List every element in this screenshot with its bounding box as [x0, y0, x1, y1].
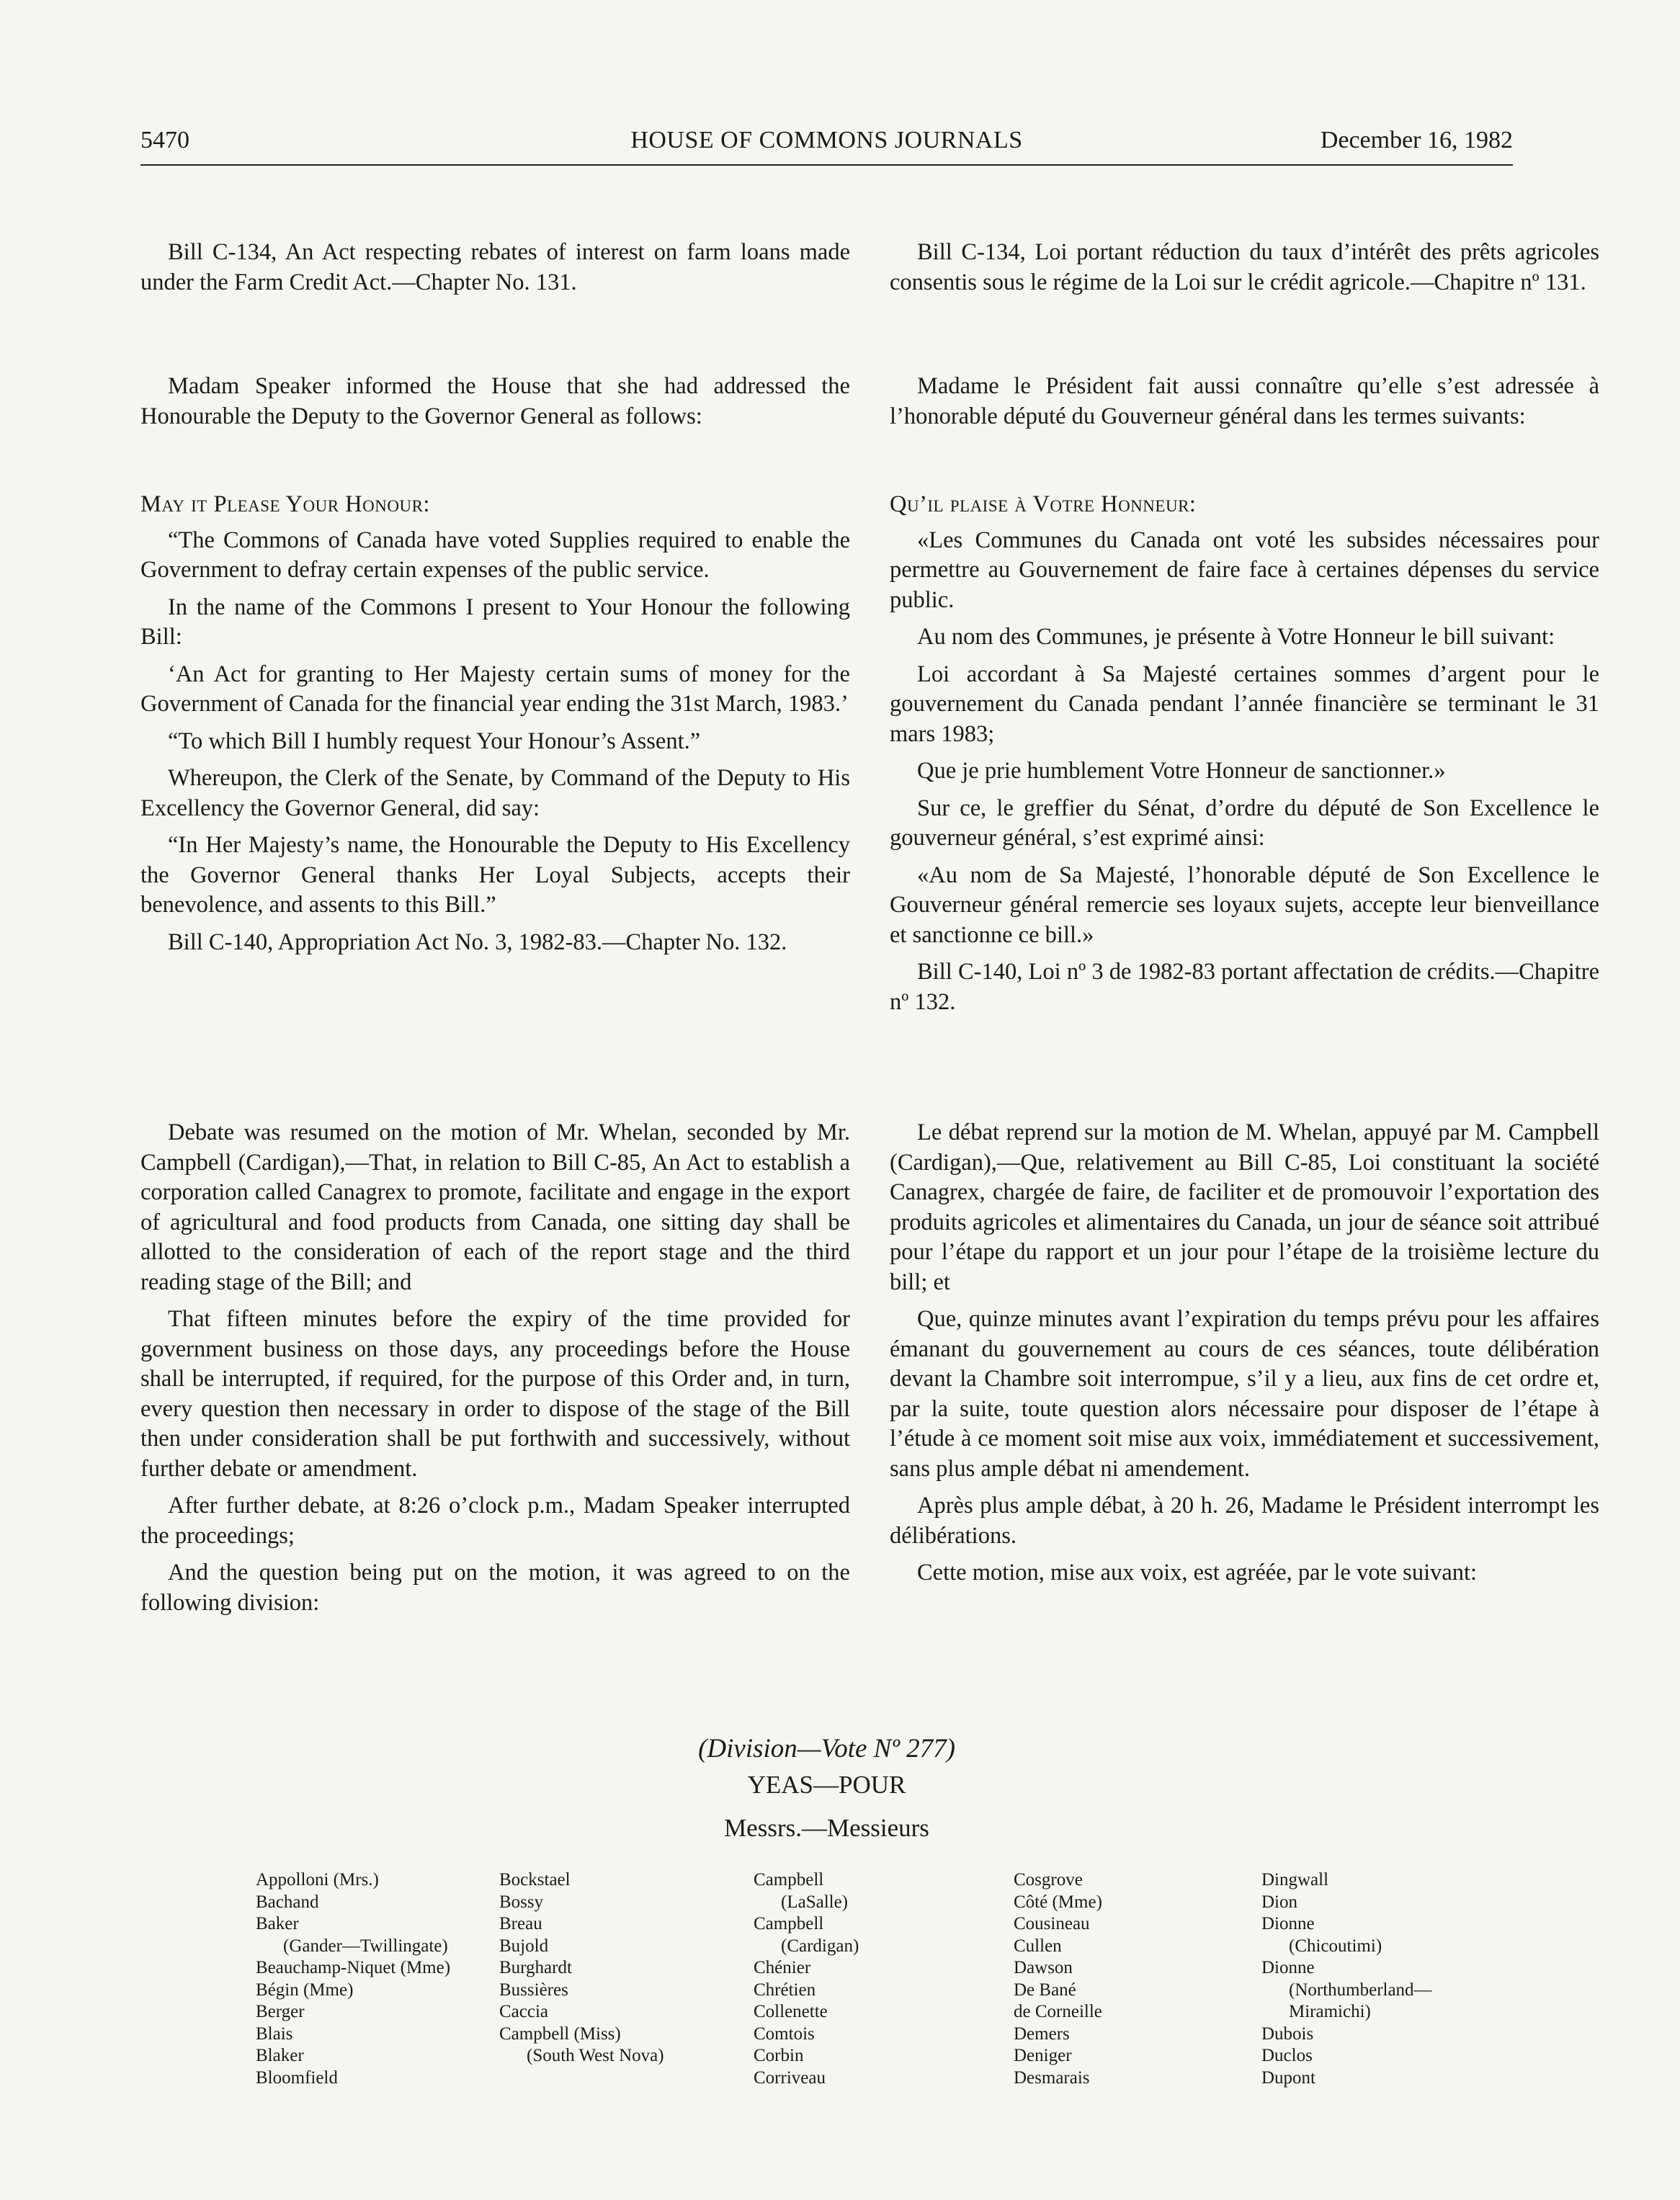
- member-name: Côté (Mme): [1014, 1892, 1102, 1912]
- member-name: Dionne: [1261, 1914, 1315, 1933]
- fr-majesty-name: «Au nom de Sa Majesté, l’honorable député de Son Excellence le Gouverneur général remercie ses loyaux sujets, accepte leur bienveillance et sanctionne ce bill.»: [890, 862, 1599, 948]
- fr-address-1: «Les Communes du Canada ont voté les subsides nécessaires pour permettre au Gouvernement de faire face à certaines dépenses du service public.: [890, 527, 1599, 613]
- member-name: Dawson: [1014, 1958, 1073, 1977]
- page-header: [140, 127, 1513, 164]
- member-name: Burghardt: [499, 1958, 572, 1977]
- member-name: Campbell: [754, 1914, 824, 1933]
- en-majesty-name: “In Her Majesty’s name, the Honourable the Deputy to His Excellency the Governor General thanks Her Loyal Subjects, accepts their benevolence, and assents to this Bill.”: [140, 832, 850, 918]
- member-name: Deniger: [1014, 2046, 1072, 2065]
- member-name: Desmarais: [1014, 2067, 1090, 2088]
- fr-bill-140: Bill C-140, Loi nº 3 de 1982-83 portant affectation de crédits.—Chapitre nº 132.: [890, 959, 1599, 1015]
- member-name: Chénier: [754, 1958, 811, 1977]
- en-salutation: May it Please Your Honour:: [140, 491, 430, 517]
- en-address-4: “To which Bill I humbly request Your Honour’s Assent.”: [168, 728, 701, 754]
- member-riding: (LaSalle): [781, 1892, 849, 1912]
- fr-whereupon: Sur ce, le greffier du Sénat, d’ordre du député de Son Excellence le gouverneur général, s’est exprimé ainsi:: [890, 795, 1599, 851]
- member-name: Caccia: [499, 2002, 549, 2021]
- en-question-put: And the question being put on the motion, it was agreed to on the following division:: [140, 1560, 850, 1616]
- member-name: Bockstael: [499, 1870, 571, 1890]
- fr-address: [890, 490, 1599, 1017]
- fr-address-2: Au nom des Communes, je présente à Votre Honneur le bill suivant:: [917, 624, 1555, 650]
- member-riding: (Chicoutimi): [1289, 1936, 1382, 1956]
- names-column-1: [256, 1869, 450, 2089]
- names-column-2: [499, 1869, 664, 2067]
- member-name: Blais: [256, 2024, 293, 2044]
- member-name: Dion: [1261, 1892, 1297, 1912]
- member-name: Breau: [499, 1914, 542, 1933]
- member-name: Bachand: [256, 1892, 319, 1912]
- member-riding: Miramichi): [1289, 2002, 1371, 2021]
- fr-fifteen-minutes: Que, quinze minutes avant l’expiration du temps prévu pour les affaires émanant du gouvernement au cours de ces séances, toute délibération devant la Chambre soit interrompue, s’il y a lieu, aux fins de cet ordre et, par la suite, toute question alors nécessaire pour disposer de l’étape à l’étude à ce moment soit mise aux voix, immédiatement et successivement, sans plus ample débat ni amendement.: [890, 1306, 1599, 1482]
- yeas-heading: YEAS—POUR: [747, 1771, 906, 1799]
- fr-address-3: Loi accordant à Sa Majesté certaines sommes d’argent pour le gouvernement du Canada pendant l’année financière se terminant le 31 mars 1983;: [890, 661, 1599, 747]
- member-name: Cullen: [1014, 1936, 1062, 1956]
- fr-further-debate: Après plus ample débat, à 20 h. 26, Madame le Président interrompt les délibérations.: [890, 1493, 1599, 1549]
- division-title: (Division—Vote Nº 277): [698, 1734, 955, 1763]
- member-name: Bloomfield: [256, 2067, 338, 2088]
- en-speaker-informed: Madam Speaker informed the House that she had addressed the Honourable the Deputy to the Governor General as follows:: [140, 373, 850, 429]
- member-name: Corriveau: [754, 2067, 826, 2088]
- member-name: Chrétien: [754, 1980, 816, 2000]
- member-name: Dingwall: [1261, 1870, 1329, 1890]
- names-column-5: [1261, 1869, 1432, 2089]
- member-riding: (Northumberland—: [1289, 1980, 1432, 2000]
- member-name: Baker: [256, 1914, 299, 1933]
- en-debate: [140, 1118, 850, 1618]
- member-name: Campbell (Miss): [499, 2024, 621, 2044]
- member-name: Bossy: [499, 1892, 544, 1912]
- member-name: Beauchamp-Niquet (Mme): [256, 1958, 451, 1977]
- en-further-debate: After further debate, at 8:26 o’clock p.m., Madam Speaker interrupted the proceedings;: [140, 1493, 850, 1549]
- names-column-4: [1014, 1869, 1102, 2089]
- member-name: Duclos: [1261, 2046, 1313, 2065]
- member-riding: (South West Nova): [527, 2046, 664, 2065]
- fr-question-put: Cette motion, mise aux voix, est agréée, par le vote suivant:: [917, 1560, 1478, 1586]
- member-name: Cousineau: [1014, 1914, 1090, 1933]
- member-name: De Bané: [1014, 1980, 1076, 2000]
- journal-title: HOUSE OF COMMONS JOURNALS: [630, 127, 1023, 153]
- member-name: Blaker: [256, 2046, 304, 2065]
- names-column-3: [754, 1869, 859, 2089]
- fr-salutation: Qu’il plaise à Votre Honneur:: [890, 491, 1197, 517]
- member-name: Collenette: [754, 2002, 828, 2021]
- member-name: Dupont: [1261, 2067, 1315, 2088]
- en-bill-140: Bill C-140, Appropriation Act No. 3, 1982-83.—Chapter No. 132.: [168, 929, 787, 955]
- member-riding: (Cardigan): [781, 1936, 859, 1956]
- member-name: Cosgrove: [1014, 1870, 1083, 1890]
- member-name: Comtois: [754, 2024, 815, 2044]
- en-fifteen-minutes: That fifteen minutes before the expiry of the time provided for government business on those days, any proceedings before the House shall be interrupted, if required, for the purpose of this Order and, in turn, every question then necessary in order to dispose of the stage of the Bill then under consideration shall be put forthwith and successively, without further debate or amendment.: [140, 1306, 850, 1482]
- en-bill-134: Bill C-134, An Act respecting rebates of interest on farm loans made under the Farm Credit Act.—Chapter No. 131.: [140, 239, 850, 295]
- fr-address-4: Que je prie humblement Votre Honneur de sanctionner.»: [917, 758, 1446, 784]
- member-name: Appolloni (Mrs.): [256, 1870, 379, 1890]
- member-name: Corbin: [754, 2046, 804, 2065]
- member-name: Berger: [256, 2002, 305, 2021]
- page-number: 5470: [140, 127, 189, 153]
- member-name: Dubois: [1261, 2024, 1314, 2044]
- messrs-heading: Messrs.—Messieurs: [724, 1814, 929, 1842]
- member-name: Dionne: [1261, 1958, 1315, 1977]
- member-name: Bégin (Mme): [256, 1980, 354, 2000]
- member-name: Bujold: [499, 1936, 549, 1956]
- member-name: de Corneille: [1014, 2002, 1102, 2021]
- en-address: [140, 490, 850, 957]
- fr-debate-resumed: Le débat reprend sur la motion de M. Whelan, appuyé par M. Campbell (Cardigan),—Que, relativement au Bill C-85, Loi constituant la société Canagrex, chargée de faire, de faciliter et de promouvoir l’exportation des produits agricoles et alimentaires du Canada, un jour de séance soit attribué pour l’étape du rapport et un jour pour l’étape de la troisième lecture du bill; et: [890, 1119, 1599, 1295]
- en-address-3: ‘An Act for granting to Her Majesty certain sums of money for the Government of Canada for the financial year ending the 31st March, 1983.’: [140, 661, 850, 717]
- member-name: Demers: [1014, 2024, 1070, 2044]
- header-rule: [140, 164, 1513, 166]
- fr-bill-134: Bill C-134, Loi portant réduction du taux d’intérêt des prêts agricoles consentis sous le régime de la Loi sur le crédit agricole.—Chapitre nº 131.: [890, 239, 1599, 295]
- page-date: December 16, 1982: [1320, 127, 1513, 153]
- en-whereupon: Whereupon, the Clerk of the Senate, by Command of the Deputy to His Excellency the Governor General, did say:: [140, 765, 850, 821]
- en-address-1: “The Commons of Canada have voted Supplies required to enable the Government to defray certain expenses of the public service.: [140, 527, 850, 583]
- fr-debate: [890, 1118, 1599, 1588]
- member-name: Campbell: [754, 1870, 824, 1890]
- en-address-2: In the name of the Commons I present to Your Honour the following Bill:: [140, 594, 850, 650]
- fr-speaker-informed: Madame le Président fait aussi connaître qu’elle s’est adressée à l’honorable député du Gouverneur général dans les termes suivants:: [890, 373, 1599, 429]
- en-debate-resumed: Debate was resumed on the motion of Mr. Whelan, seconded by Mr. Campbell (Cardigan),—That, in relation to Bill C-85, An Act to establish a corporation called Canagrex to promote, facilitate and engage in the export of agricultural and food products from Canada, one sitting day shall be allotted to the consideration of each of the report stage and the third reading stage of the Bill; and: [140, 1119, 850, 1295]
- member-name: Bussières: [499, 1980, 568, 2000]
- member-riding: (Gander—Twillingate): [283, 1936, 448, 1956]
